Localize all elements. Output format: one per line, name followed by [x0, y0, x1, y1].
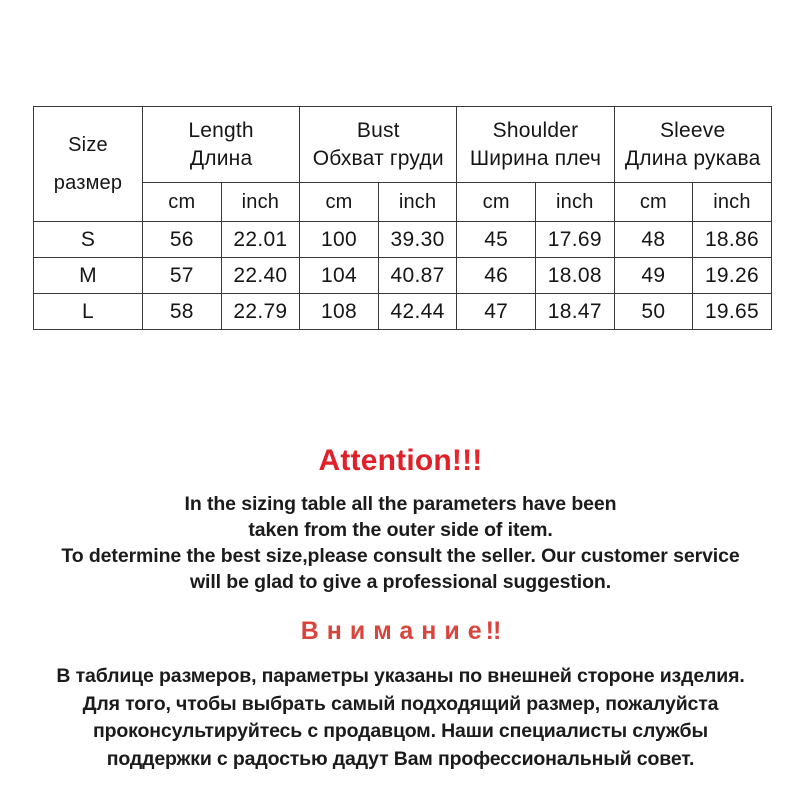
notice-russian-line-4: поддержки с радостью дадут Вам профессиональный совет.: [106, 748, 695, 771]
cell-s-sleeve-cm: 48: [614, 222, 693, 258]
cell-m-length-cm: 57: [143, 258, 222, 294]
header-unit-bust-inch: inch: [378, 183, 457, 222]
header-sleeve-ru: Длина рукава: [624, 146, 761, 170]
header-unit-bust-cm: cm: [300, 183, 379, 222]
attention-russian-word: Внимание: [300, 616, 490, 645]
header-unit-sleeve-cm: cm: [614, 183, 693, 222]
header-sleeve-en: Sleeve: [659, 118, 726, 142]
header-unit-length-inch: inch: [221, 183, 300, 222]
cell-m-sleeve-inch: 19.26: [693, 258, 772, 294]
cell-s-shoulder-cm: 45: [457, 222, 536, 258]
cell-size-s: S: [34, 222, 143, 258]
notice-paragraph-russian: [0, 644, 801, 775]
size-chart-table-container: [33, 106, 771, 330]
cell-m-shoulder-inch: 18.08: [535, 258, 614, 294]
cell-l-sleeve-inch: 19.65: [693, 294, 772, 330]
header-size-ru: размер: [53, 172, 123, 194]
cell-s-length-cm: 56: [143, 222, 222, 258]
cell-s-sleeve-inch: 18.86: [693, 222, 772, 258]
cell-size-m: M: [34, 258, 143, 294]
cell-l-bust-inch: 42.44: [378, 294, 457, 330]
header-unit-length-cm: cm: [143, 183, 222, 222]
table-row: [34, 294, 772, 330]
header-bust-en: Bust: [356, 118, 400, 142]
table-body: [34, 222, 772, 330]
cell-l-bust-cm: 108: [300, 294, 379, 330]
attention-heading-exclamations: !!!: [451, 444, 483, 477]
notice-english-line-3: To determine the best size,please consult the seller. Our customer service: [61, 544, 740, 567]
cell-s-bust-cm: 100: [300, 222, 379, 258]
cell-l-length-inch: 22.79: [221, 294, 300, 330]
notice-block: [0, 440, 801, 774]
header-cell-shoulder: [457, 107, 614, 183]
cell-s-shoulder-inch: 17.69: [535, 222, 614, 258]
header-bust-ru: Обхват груди: [312, 146, 444, 170]
cell-m-bust-inch: 40.87: [378, 258, 457, 294]
cell-l-length-cm: 58: [143, 294, 222, 330]
size-chart-table: [33, 106, 772, 330]
notice-russian-line-1: В таблице размеров, параметры указаны по внешней стороне изделия.: [56, 664, 745, 687]
header-cell-size: [34, 107, 143, 222]
cell-m-bust-cm: 104: [300, 258, 379, 294]
notice-paragraph-english: [0, 476, 801, 596]
header-length-ru: Длина: [189, 146, 253, 170]
cell-l-shoulder-cm: 47: [457, 294, 536, 330]
cell-s-bust-inch: 39.30: [378, 222, 457, 258]
notice-english-line-2: taken from the outer side of item.: [248, 518, 553, 541]
header-unit-shoulder-inch: inch: [535, 183, 614, 222]
table-header: [34, 107, 772, 222]
table-row: [34, 258, 772, 294]
header-size-en: Size: [68, 134, 108, 156]
table-header-row-units: [34, 183, 772, 222]
cell-m-shoulder-cm: 46: [457, 258, 536, 294]
header-cell-bust: [300, 107, 457, 183]
notice-english-line-1: In the sizing table all the parameters have been: [184, 493, 617, 515]
cell-m-length-inch: 22.40: [221, 258, 300, 294]
table-row: [34, 222, 772, 258]
cell-l-sleeve-cm: 50: [614, 294, 693, 330]
header-cell-sleeve: [614, 107, 771, 183]
attention-heading-word: Attention: [318, 444, 452, 477]
attention-heading-russian: [0, 596, 801, 644]
attention-russian-exclamations: !!: [485, 616, 501, 645]
table-header-row-groups: [34, 107, 772, 183]
cell-m-sleeve-cm: 49: [614, 258, 693, 294]
attention-heading-english: [0, 440, 801, 476]
header-unit-shoulder-cm: cm: [457, 183, 536, 222]
notice-russian-line-2: Для того, чтобы выбрать самый подходящий размер, пожалуйста: [82, 692, 719, 715]
header-unit-sleeve-inch: inch: [693, 183, 772, 222]
notice-russian-line-3: проконсультируйтесь с продавцом. Наши специалисты службы: [93, 720, 708, 743]
header-shoulder-ru: Ширина плеч: [469, 146, 602, 170]
header-cell-length: [143, 107, 300, 183]
notice-english-line-4: will be glad to give a professional suggestion.: [189, 570, 612, 593]
header-length-en: Length: [188, 118, 254, 142]
cell-s-length-inch: 22.01: [221, 222, 300, 258]
cell-l-shoulder-inch: 18.47: [535, 294, 614, 330]
header-shoulder-en: Shoulder: [492, 118, 579, 142]
cell-size-l: L: [34, 294, 143, 330]
